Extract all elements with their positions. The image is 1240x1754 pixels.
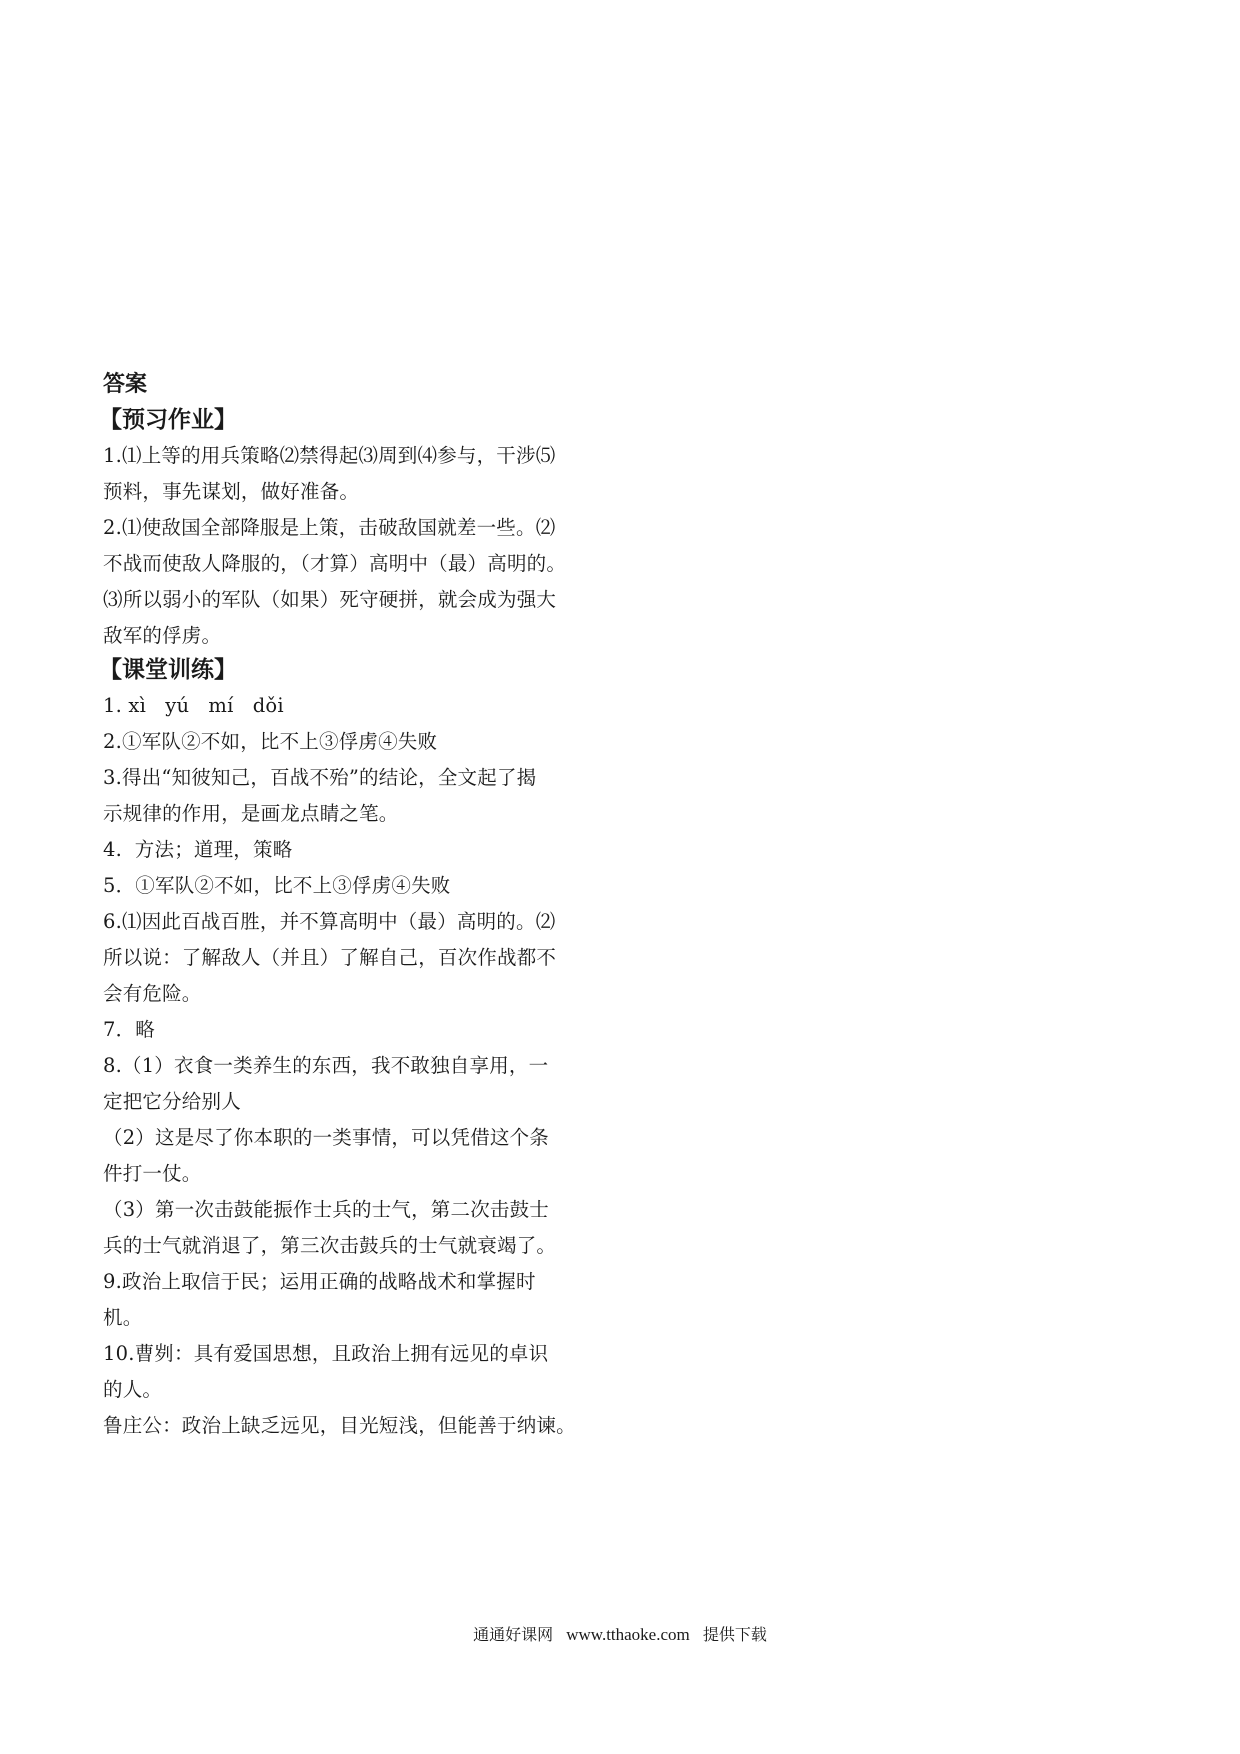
classroom-line: 定把它分给别人 xyxy=(103,1090,241,1113)
preview-line: 1.⑴上等的用兵策略⑵禁得起⑶周到⑷参与，干涉⑸ xyxy=(103,444,556,467)
classroom-line: 10.曹刿：具有爱国思想，且政治上拥有远见的卓识 xyxy=(103,1342,549,1365)
classroom-line: 的人。 xyxy=(103,1378,163,1401)
preview-section-body xyxy=(103,438,608,654)
preview-section-title: 【预习作业】 xyxy=(99,407,237,433)
classroom-line: 鲁庄公：政治上缺乏远见，目光短浅，但能善于纳谏。 xyxy=(103,1414,576,1437)
classroom-line: 兵的士气就消退了，第三次击鼓兵的士气就衰竭了。 xyxy=(103,1234,557,1257)
classroom-line: 5．①军队②不如，比不上③俘虏④失败 xyxy=(103,874,451,897)
preview-line: 敌军的俘虏。 xyxy=(103,624,222,647)
preview-line: 不战而使敌人降服的，（才算）高明中（最）高明的。 xyxy=(103,552,567,575)
classroom-line: 7．略 xyxy=(103,1018,156,1041)
classroom-line: 2.①军队②不如，比不上③俘虏④失败 xyxy=(103,730,438,753)
classroom-line: 8.（1）衣食一类养生的东西，我不敢独自享用，一 xyxy=(103,1054,549,1077)
classroom-line: 1. xì yú mí dǒi xyxy=(103,694,284,717)
classroom-line: （3）第一次击鼓能振作士兵的士气，第二次击鼓士 xyxy=(103,1198,550,1221)
classroom-section-body xyxy=(103,688,608,1444)
answer-heading: 答案 xyxy=(103,372,148,397)
classroom-line: 机。 xyxy=(103,1306,143,1329)
footer-url: www.tthaoke.com xyxy=(566,1625,690,1644)
preview-line: 2.⑴使敌国全部降服是上策，击破敌国就差一些。⑵ xyxy=(103,516,556,539)
preview-line: 预料，事先谋划，做好准备。 xyxy=(103,480,360,503)
classroom-line: 3.得出“知彼知己，百战不殆”的结论，全文起了揭 xyxy=(103,766,537,789)
classroom-line: 示规律的作用，是画龙点睛之笔。 xyxy=(103,802,399,825)
classroom-line: （2）这是尽了你本职的一类事情，可以凭借这个条 xyxy=(103,1126,550,1149)
answer-content xyxy=(99,370,608,1444)
classroom-line: 6.⑴因此百战百胜，并不算高明中（最）高明的。⑵ xyxy=(103,910,556,933)
preview-line: ⑶所以弱小的军队（如果）死守硬拼，就会成为强大 xyxy=(103,588,557,611)
classroom-line: 会有危险。 xyxy=(103,982,202,1005)
classroom-line: 所以说：了解敌人（并且）了解自己，百次作战都不 xyxy=(103,946,557,969)
footer-suffix: 提供下载 xyxy=(702,1625,767,1644)
classroom-line: 4. 方法；道理，策略 xyxy=(103,838,293,861)
footer-site-name: 通通好课网 xyxy=(473,1625,554,1644)
classroom-line: 件打一仗。 xyxy=(103,1162,202,1185)
classroom-line: 9.政治上取信于民；运用正确的战略战术和掌握时 xyxy=(103,1270,536,1293)
classroom-section-title: 【课堂训练】 xyxy=(99,657,237,683)
page-footer xyxy=(0,1624,1240,1646)
